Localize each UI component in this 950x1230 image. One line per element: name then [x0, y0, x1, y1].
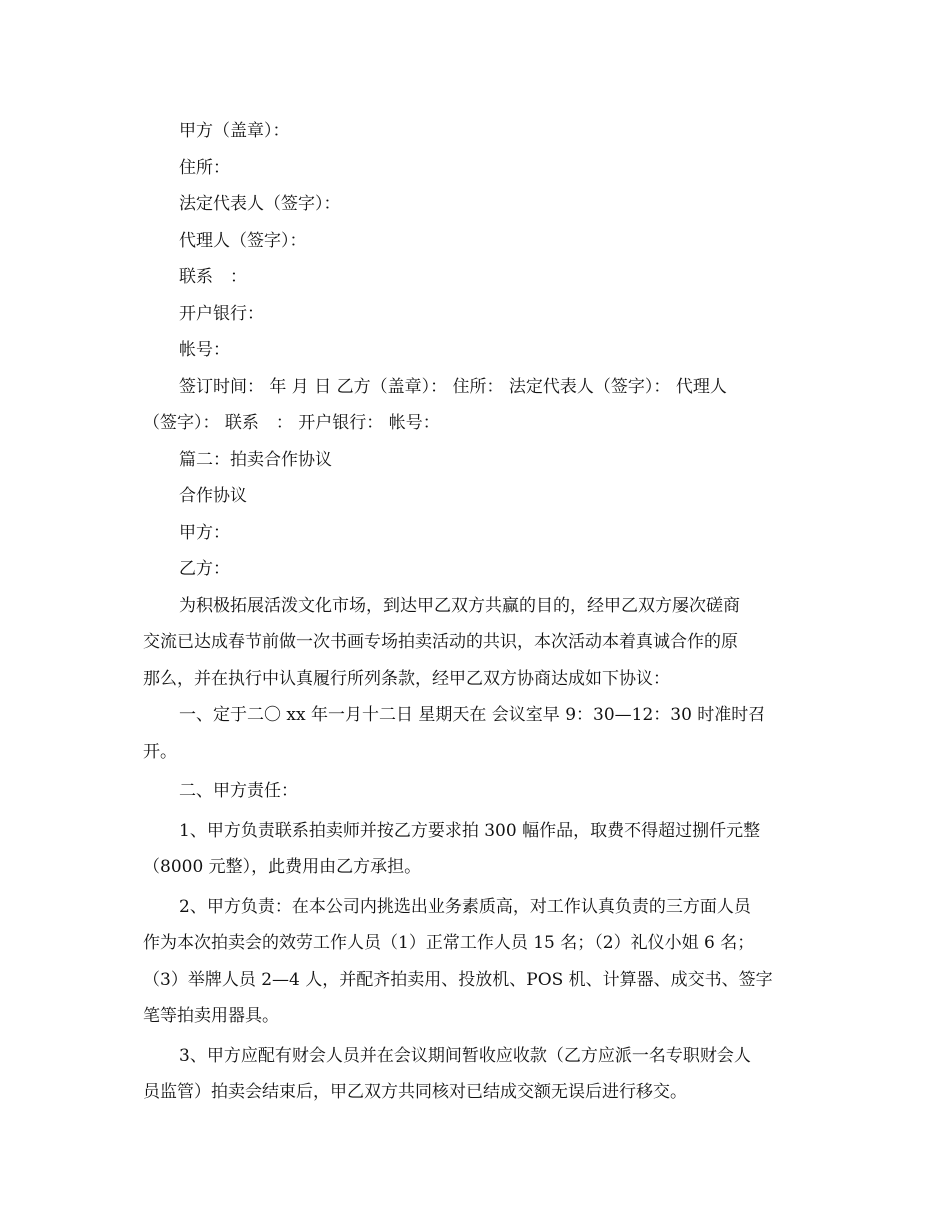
- item-2-line-3: （3）举牌人员 2—4 人，并配齐拍卖用、投放机、POS 机、计算器、成交书、签字: [143, 969, 773, 990]
- item-2-paragraph: [143, 889, 805, 1035]
- item-3-line-2: 员监管）拍卖会结束后，甲乙双方共同核对已结成交额无误后进行移交。: [143, 1082, 687, 1102]
- section-title: 篇二：拍卖合作协议: [179, 449, 332, 470]
- item-2-line-1: 2、甲方负责：在本公司内挑选出业务素质高，对工作认真负责的三方面人员: [179, 896, 751, 917]
- document-body: [143, 113, 805, 1111]
- intro-line-2: 交流已达成春节前做一次书画专场拍卖活动的共识，本次活动本着真诚合作的原: [143, 632, 738, 652]
- item-1-line-2: （8000 元整），此费用由乙方承担。: [143, 857, 422, 877]
- agent-line: 代理人（签字）：: [179, 230, 307, 251]
- account-line: 帐号：: [179, 340, 230, 360]
- item-3-paragraph: [143, 1038, 805, 1111]
- signing-paragraph: [143, 369, 805, 442]
- item-1-line-1: 1、甲方负责联系拍卖师并按乙方要求拍 300 幅作品，取费不得超过捌仟元整: [179, 820, 761, 841]
- agreement-title: 合作协议: [179, 486, 247, 506]
- address-line: 住所：: [179, 157, 230, 178]
- legal-representative-line: 法定代表人（签字）：: [179, 194, 341, 214]
- party-b-line: 乙方：: [179, 559, 230, 579]
- party-a-line: 甲方：: [179, 522, 230, 543]
- clause-one-paragraph: [143, 697, 805, 770]
- intro-line-1: 为积极拓展活泼文化市场，到达甲乙双方共赢的目的，经甲乙双方屡次磋商: [179, 595, 740, 616]
- item-1-paragraph: [143, 813, 805, 886]
- signing-line-2: （签字）： 联系 ： 开户银行： 帐号：: [143, 413, 440, 433]
- item-2-line-4: 笔等拍卖用器具。: [143, 1006, 279, 1026]
- item-3-line-1: 3、甲方应配有财会人员并在会议期间暂收应收款（乙方应派一名专职财会人: [179, 1045, 751, 1066]
- bank-line: 开户银行：: [179, 303, 264, 324]
- clause-two-title: 二、甲方责任：: [179, 781, 298, 801]
- intro-paragraph: [143, 588, 805, 698]
- clause-one-line-2: 开。: [143, 741, 177, 762]
- contact-line: 联系 ：: [179, 267, 247, 287]
- party-a-seal-line: 甲方（盖章）：: [179, 121, 290, 141]
- clause-one-line-1: 一、定于二〇 xx 年一月十二日 星期天在 会议室早 9：30—12：30 时准时召: [179, 705, 766, 725]
- item-2-line-2: 作为本次拍卖会的效劳工作人员（1）正常工作人员 15 名；（2）礼仪小姐 6 名；: [143, 933, 755, 953]
- intro-line-3: 那么，并在执行中认真履行所列条款，经甲乙双方协商达成如下协议：: [143, 668, 670, 689]
- signing-line-1: 签订时间： 年 月 日 乙方（盖章）： 住所： 法定代表人（签字）： 代理人: [179, 376, 727, 397]
